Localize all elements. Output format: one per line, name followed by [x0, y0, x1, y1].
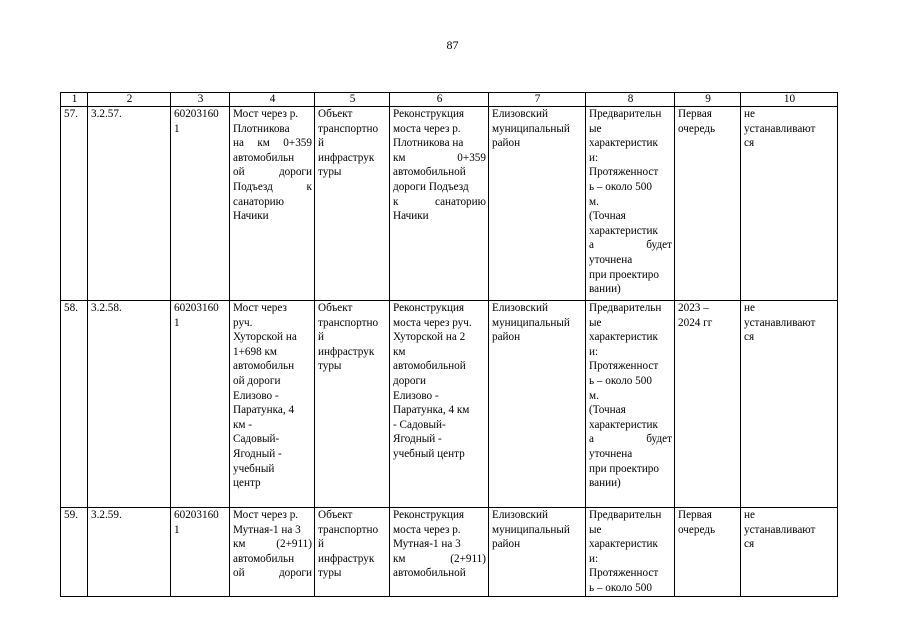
- specifications-line: характеристик: [589, 538, 658, 551]
- specifications-line: м.: [589, 389, 599, 402]
- planned-action-cell: [390, 301, 489, 508]
- planned-action-line: дороги Подъезд: [393, 180, 469, 193]
- object-name-line: ой дороги: [233, 567, 312, 580]
- planned-action-line: Реконструкция: [393, 108, 465, 120]
- specifications-line: ые: [589, 122, 602, 135]
- implementation-period-line: очередь: [678, 523, 716, 536]
- object-type-line: инфраструк: [318, 151, 375, 164]
- specifications-line: Предварительн: [589, 302, 662, 314]
- specifications-line: Протяженност: [589, 360, 659, 373]
- object-name-line: Мост через: [233, 302, 287, 314]
- column-number: 2: [88, 93, 171, 107]
- object-name-line: ой дороги: [233, 166, 312, 179]
- object-type-line: транспортно: [318, 122, 379, 135]
- object-name-cell: [230, 301, 315, 508]
- protection-zone-line: ся: [744, 331, 755, 344]
- specifications-line: Предварительн: [589, 108, 662, 120]
- specifications-line: а будет: [589, 239, 672, 252]
- specifications-line: ь – около 500: [589, 180, 652, 193]
- specifications-line: характеристик: [589, 331, 658, 344]
- object-name-line: Паратунка, 4: [233, 404, 295, 417]
- object-name-line: Хуторской на: [233, 331, 297, 344]
- planned-action-line: Паратунка, 4 км: [393, 404, 470, 417]
- object-id-line: 60203160: [174, 302, 219, 314]
- object-id-line: 60203160: [174, 108, 219, 120]
- specifications-line: а будет: [589, 433, 672, 446]
- item-code-cell: 3.2.57.: [88, 107, 171, 301]
- planned-action-line: Реконструкция: [393, 302, 465, 314]
- specifications-line: характеристик: [589, 224, 658, 237]
- specifications-line: ые: [589, 523, 602, 536]
- planned-action-line: учебный центр: [393, 447, 465, 460]
- district-line: район: [492, 137, 521, 150]
- object-name-line: 1+698 км: [233, 345, 277, 358]
- object-name-line: руч.: [233, 316, 253, 329]
- implementation-period-cell: [675, 107, 741, 301]
- district-line: Елизовский: [492, 108, 548, 120]
- row-number-cell: 58.: [61, 301, 88, 508]
- protection-zone-line: не: [744, 108, 755, 120]
- protection-zone-line: устанавливают: [744, 122, 816, 135]
- planned-action-line: Реконструкция: [393, 509, 465, 521]
- object-name-line: Подъезд к: [233, 180, 312, 193]
- planned-action-line: Плотникова на: [393, 137, 464, 150]
- item-code-cell: 3.2.58.: [88, 301, 171, 508]
- object-name-line: Елизово -: [233, 389, 279, 402]
- object-name-line: центр: [233, 477, 261, 490]
- column-number: 4: [230, 93, 315, 107]
- protection-zone-cell: [741, 508, 838, 597]
- object-name-line: ой дороги: [233, 374, 281, 387]
- object-name-line: Садовый-: [233, 433, 280, 446]
- specifications-line: Протяженност: [589, 166, 659, 179]
- object-id-cell: [171, 508, 230, 597]
- district-line: муниципальный: [492, 316, 570, 329]
- planned-action-line: - Садовый-: [393, 418, 446, 431]
- page-number: 87: [446, 38, 459, 52]
- object-name-line: автомобильн: [233, 552, 295, 565]
- table-row: [61, 107, 838, 301]
- specifications-line: и:: [589, 151, 599, 164]
- column-number: 10: [741, 93, 838, 107]
- implementation-period-line: Первая: [678, 108, 712, 120]
- district-line: район: [492, 331, 521, 344]
- specifications-line: м.: [589, 195, 599, 208]
- planned-action-line: к санаторию: [393, 195, 486, 208]
- object-name-line: Мутная-1 на 3: [233, 523, 301, 536]
- object-name-line: Мост через р.: [233, 509, 299, 521]
- specifications-line: вании): [589, 477, 621, 490]
- object-type-cell: [315, 508, 390, 597]
- column-number: 9: [675, 93, 741, 107]
- object-id-line: 1: [174, 523, 180, 536]
- planned-action-line: Хуторской на 2: [393, 331, 466, 344]
- object-type-line: инфраструк: [318, 552, 375, 565]
- object-name-line: учебный: [233, 462, 275, 475]
- district-line: муниципальный: [492, 122, 570, 135]
- object-name-line: Плотникова: [233, 122, 290, 135]
- object-name-line: санаторию: [233, 195, 285, 208]
- specifications-line: при проектиро: [589, 462, 659, 475]
- specifications-line: ые: [589, 316, 602, 329]
- item-code-cell: 3.2.59.: [88, 508, 171, 597]
- implementation-period-cell: [675, 508, 741, 597]
- specifications-line: ь – около 500: [589, 374, 652, 387]
- specifications-line: уточнена: [589, 447, 633, 460]
- column-number: 3: [171, 93, 230, 107]
- specifications-line: (Точная: [589, 404, 626, 417]
- implementation-period-cell: [675, 301, 741, 508]
- district-cell: [489, 508, 586, 597]
- planned-action-cell: [390, 107, 489, 301]
- row-number-cell: 57.: [61, 107, 88, 301]
- column-number: 5: [315, 93, 390, 107]
- district-cell: [489, 301, 586, 508]
- object-name-line: Мост через р.: [233, 108, 299, 120]
- object-name-cell: [230, 508, 315, 597]
- protection-zone-cell: [741, 301, 838, 508]
- specifications-line: (Точная: [589, 210, 626, 223]
- planned-action-cell: [390, 508, 489, 597]
- object-type-line: транспортно: [318, 523, 379, 536]
- object-type-line: й: [318, 137, 324, 150]
- protection-zone-line: устанавливают: [744, 316, 816, 329]
- object-name-cell: [230, 107, 315, 301]
- object-id-line: 1: [174, 122, 180, 135]
- column-number: 8: [586, 93, 675, 107]
- specifications-line: Протяженност: [589, 567, 659, 580]
- object-type-line: Объект: [318, 108, 353, 120]
- table-row: [61, 301, 838, 508]
- specifications-cell: [586, 301, 675, 508]
- planned-action-line: Ягодный -: [393, 433, 442, 446]
- document-table: [60, 92, 838, 597]
- object-name-line: Ягодный -: [233, 447, 282, 460]
- protection-zone-line: ся: [744, 137, 755, 150]
- planned-action-line: Начики: [393, 210, 429, 223]
- object-name-line: км -: [233, 418, 253, 431]
- object-type-line: транспортно: [318, 316, 379, 329]
- column-number: 7: [489, 93, 586, 107]
- specifications-line: при проектиро: [589, 268, 659, 281]
- specifications-line: ь – около 500: [589, 581, 652, 594]
- column-number-row: [61, 93, 838, 107]
- planned-action-line: Елизово -: [393, 389, 439, 402]
- planned-action-line: моста через руч.: [393, 316, 472, 329]
- row-number-cell: 59.: [61, 508, 88, 597]
- planned-action-line: Мутная-1 на 3: [393, 538, 461, 551]
- planned-action-line: автомобильной: [393, 166, 466, 179]
- planned-action-line: автомобильной: [393, 567, 466, 580]
- specifications-cell: [586, 107, 675, 301]
- object-type-cell: [315, 301, 390, 508]
- planned-action-line: дороги: [393, 374, 427, 387]
- implementation-period-line: очередь: [678, 122, 716, 135]
- planned-action-line: автомобильной: [393, 360, 466, 373]
- planned-action-line: км: [393, 345, 406, 358]
- planned-action-line: км 0+359: [393, 151, 486, 164]
- district-line: район: [492, 538, 521, 551]
- protection-zone-line: ся: [744, 538, 755, 551]
- object-name-line: км (2+911): [233, 538, 312, 551]
- object-id-line: 60203160: [174, 509, 219, 521]
- table-row: [61, 508, 838, 597]
- column-number: 1: [61, 93, 88, 107]
- object-name-line: на км 0+359: [233, 137, 312, 150]
- object-type-line: й: [318, 331, 324, 344]
- object-type-line: Объект: [318, 509, 353, 521]
- specifications-line: Предварительн: [589, 509, 662, 521]
- planned-action-line: моста через р.: [393, 523, 461, 536]
- object-name-line: автомобильн: [233, 360, 295, 373]
- implementation-period-line: Первая: [678, 509, 712, 521]
- specifications-line: и:: [589, 552, 599, 565]
- implementation-period-line: 2023 –: [678, 302, 709, 314]
- object-id-line: 1: [174, 316, 180, 329]
- object-id-cell: [171, 301, 230, 508]
- object-type-line: й: [318, 538, 324, 551]
- object-type-line: инфраструк: [318, 345, 375, 358]
- district-line: Елизовский: [492, 302, 548, 314]
- object-type-line: туры: [318, 166, 342, 179]
- protection-zone-line: не: [744, 302, 755, 314]
- planned-action-line: км (2+911): [393, 552, 486, 565]
- specifications-cell: [586, 508, 675, 597]
- specifications-line: характеристик: [589, 418, 658, 431]
- protection-zone-line: не: [744, 509, 755, 521]
- district-cell: [489, 107, 586, 301]
- district-line: Елизовский: [492, 509, 548, 521]
- specifications-line: уточнена: [589, 253, 633, 266]
- object-type-line: туры: [318, 360, 342, 373]
- object-type-line: Объект: [318, 302, 353, 314]
- implementation-period-line: 2024 гг: [678, 316, 713, 329]
- object-type-line: туры: [318, 567, 342, 580]
- district-line: муниципальный: [492, 523, 570, 536]
- protection-zone-line: устанавливают: [744, 523, 816, 536]
- protection-zone-cell: [741, 107, 838, 301]
- column-number: 6: [390, 93, 489, 107]
- object-name-line: автомобильн: [233, 151, 295, 164]
- object-type-cell: [315, 107, 390, 301]
- specifications-line: и:: [589, 345, 599, 358]
- planned-action-line: моста через р.: [393, 122, 461, 135]
- object-id-cell: [171, 107, 230, 301]
- object-name-line: Начики: [233, 210, 269, 223]
- specifications-line: характеристик: [589, 137, 658, 150]
- specifications-line: вании): [589, 283, 621, 296]
